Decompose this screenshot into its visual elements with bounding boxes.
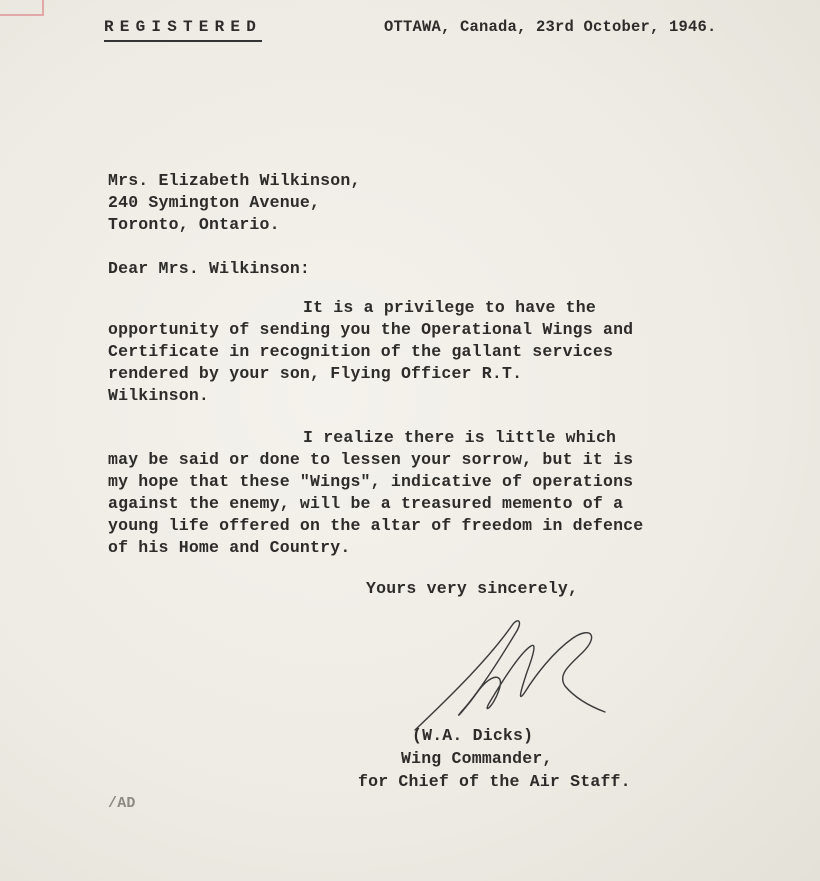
paragraph-2-line: of his Home and Country. [108,538,351,557]
paragraph-1-line: rendered by your son, Flying Officer R.T. [108,364,523,383]
paragraph-2-line: against the enemy, will be a treasured memento of a [108,494,624,513]
dateline: OTTAWA, Canada, 23rd October, 1946. [384,18,717,36]
paragraph-1-line: opportunity of sending you the Operational Wings and [108,320,634,339]
closing: Yours very sincerely, [366,579,579,598]
recipient-city: Toronto, Ontario. [108,215,280,234]
paragraph-2-line: may be said or done to lessen your sorrow, but it is [108,450,634,469]
registered-heading: REGISTERED [104,16,262,42]
paragraph-1-line: Wilkinson. [108,386,210,405]
paragraph-1-line: It is a privilege to have the [303,298,596,317]
paragraph-1-line: Certificate in recognition of the gallant services [108,342,614,361]
signatory-title: Wing Commander, [401,749,553,768]
signatory-for-line: for Chief of the Air Staff. [358,772,631,791]
corner-mark [0,0,44,16]
recipient-street: 240 Symington Avenue, [108,193,321,212]
handwritten-signature [395,612,625,742]
paragraph-2-line: I realize there is little which [303,428,617,447]
paragraph-2-line: my hope that these "Wings", indicative of operations [108,472,634,491]
typist-initials: /AD [108,795,136,812]
salutation: Dear Mrs. Wilkinson: [108,259,311,278]
paragraph-2-line: young life offered on the altar of freedom in defence [108,516,644,535]
recipient-name: Mrs. Elizabeth Wilkinson, [108,171,361,190]
signatory-name: (W.A. Dicks) [412,726,534,745]
